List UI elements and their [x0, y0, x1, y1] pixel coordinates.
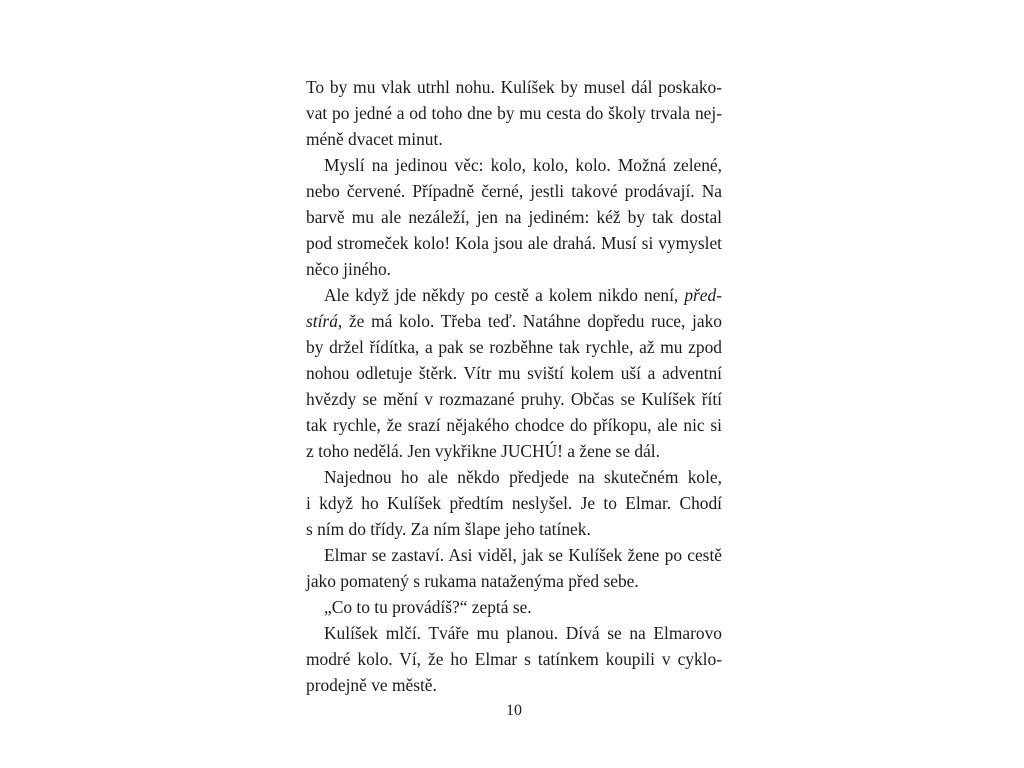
paragraph-3-line-6: tak rychle, že srazí nějakého chodce do příkopu, ale nic si	[306, 415, 722, 435]
paragraph-2-line-2: nebo červené. Případně černé, jestli takové prodávají. Na	[306, 181, 722, 201]
paragraph-3-line-5: hvězdy se mění v rozmazané pruhy. Občas se Kulíšek řítí	[306, 389, 722, 409]
paragraph-6-line-1: „Co to tu provádíš?“ zeptá se.	[324, 597, 532, 617]
paragraph-4-line-2: i když ho Kulíšek předtím neslyšel. Je to Elmar. Chodí	[306, 493, 722, 513]
paragraph-3-line-7: z toho nedělá. Jen vykřikne JUCHÚ! a žene se dál.	[306, 441, 660, 461]
paragraph-7-line-3: prodejně ve městě.	[306, 675, 437, 695]
paragraph-7-line-2: modré kolo. Ví, že ho Elmar s tatínkem koupili v cyklo-	[306, 649, 722, 669]
paragraph-5-line-1: Elmar se zastaví. Asi viděl, jak se Kulíšek žene po cestě	[324, 545, 722, 565]
paragraph-2-line-4: pod stromeček kolo! Kola jsou ale drahá. Musí si vymyslet	[306, 233, 722, 253]
paragraph-4-line-1: Najednou ho ale někdo předjede na skutečném kole,	[324, 467, 722, 487]
paragraph-1-line-2: vat po jedné a od toho dne by mu cesta do školy trvala nej-	[306, 103, 722, 123]
paragraph-7-line-1: Kulíšek mlčí. Tváře mu planou. Dívá se na Elmarovo	[324, 623, 722, 643]
paragraph-4-line-3: s ním do třídy. Za ním šlape jeho tatínek.	[306, 519, 591, 539]
paragraph-3-line-4: nohou odletuje štěrk. Vítr mu sviští kolem uší a adventní	[306, 363, 722, 383]
emphasis: před-	[684, 285, 722, 305]
paragraph-2-line-3: barvě mu ale nezáleží, jen na jediném: kéž by tak dostal	[306, 207, 722, 227]
paragraph-1-line-1: To by mu vlak utrhl nohu. Kulíšek by musel dál poskako-	[306, 77, 722, 97]
paragraph-1-line-3: méně dvacet minut.	[306, 129, 443, 149]
paragraph-3-line-3: by držel řídítka, a pak se rozběhne tak rychle, až mu zpod	[306, 337, 722, 357]
paragraph-2-line-1: Myslí na jedinou věc: kolo, kolo, kolo. Možná zelené,	[324, 155, 722, 175]
paragraph-3-line-2: stírá, že má kolo. Třeba teď. Natáhne dopředu ruce, jako	[306, 311, 722, 331]
emphasis: stírá	[306, 311, 338, 331]
paragraph-3-line-1: Ale když jde někdy po cestě a kolem nikdo není, před-	[324, 285, 722, 305]
page-number: 10	[506, 702, 522, 719]
paragraph-5-line-2: jako pomatený s rukama nataženýma před sebe.	[306, 571, 639, 591]
book-page	[306, 74, 722, 734]
paragraph-2-line-5: něco jiného.	[306, 259, 391, 279]
